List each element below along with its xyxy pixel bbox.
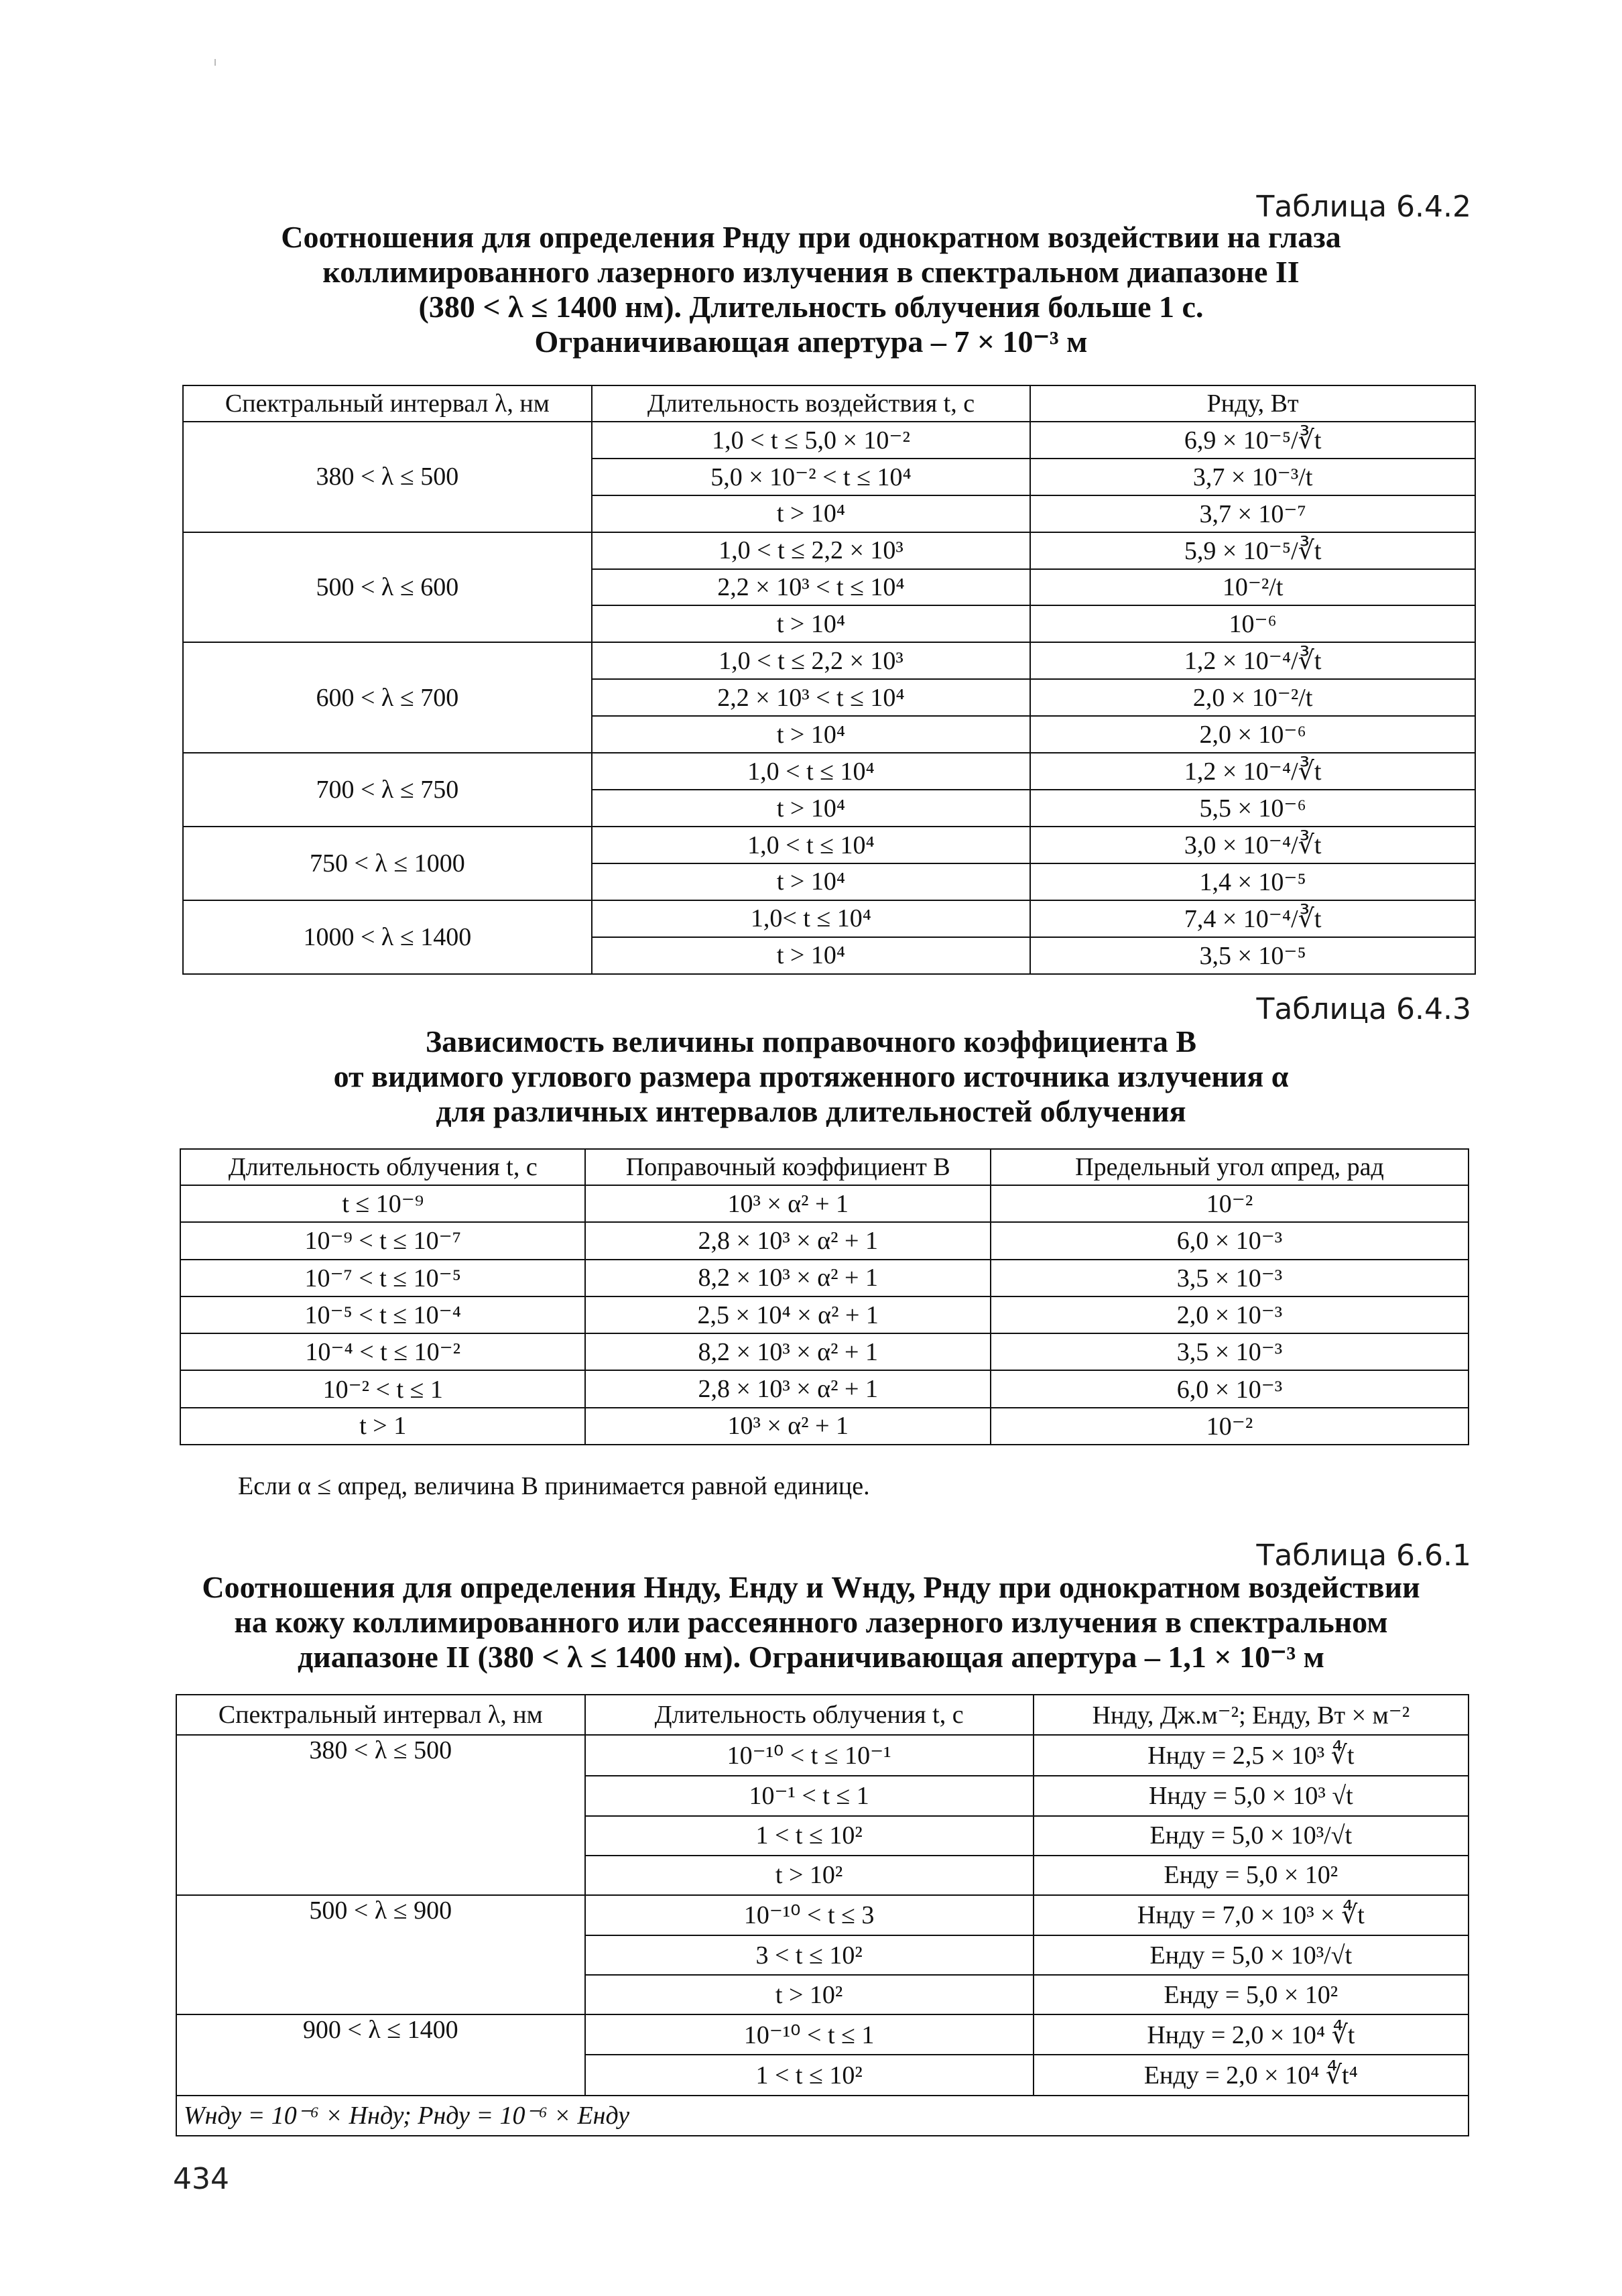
- limit-angle-cell: 3,5 × 10⁻³: [991, 1333, 1469, 1370]
- spectral-range-cell: 1000 < λ ≤ 1400: [183, 900, 592, 974]
- exposure-cell: Eнду = 5,0 × 10²: [1034, 1975, 1469, 2014]
- table2-title-line: Зависимость величины поправочного коэффициента B: [425, 1024, 1197, 1059]
- table-6-6-1: [176, 1694, 1469, 2136]
- table3-label: Таблица 6.6.1: [1256, 1538, 1471, 1573]
- limit-angle-cell: 2,0 × 10⁻³: [991, 1296, 1469, 1333]
- power-cell: 3,0 × 10⁻⁴/∛t: [1030, 827, 1475, 863]
- duration-cell: t > 10⁴: [592, 790, 1031, 827]
- table-row: [180, 1185, 1469, 1222]
- column-header: Спектральный интервал λ, нм: [183, 385, 592, 422]
- duration-cell: 10⁻¹⁰ < t ≤ 10⁻¹: [585, 1735, 1034, 1775]
- table-row: [180, 1370, 1469, 1407]
- duration-cell: t > 10⁴: [592, 863, 1031, 900]
- exposure-cell: Eнду = 5,0 × 10³/√t: [1034, 1935, 1469, 1975]
- power-cell: 7,4 × 10⁻⁴/∛t: [1030, 900, 1475, 937]
- power-cell: 1,2 × 10⁻⁴/∛t: [1030, 753, 1475, 790]
- duration-cell: t ≤ 10⁻⁹: [180, 1185, 585, 1222]
- header-row: [180, 1149, 1469, 1185]
- spectral-range-cell: 500 < λ ≤ 900: [176, 1895, 585, 2014]
- table-row: [183, 827, 1475, 863]
- column-header: Hнду, Дж.м⁻²; Eнду, Вт × м⁻²: [1034, 1695, 1469, 1735]
- duration-cell: 2,2 × 10³ < t ≤ 10⁴: [592, 679, 1031, 716]
- limit-angle-cell: 10⁻²: [991, 1408, 1469, 1445]
- table3-title-line: Соотношения для определения Hнду, Eнду и Wнду, Pнду при однократном воздействии: [202, 1570, 1420, 1604]
- duration-cell: 1 < t ≤ 10²: [585, 2055, 1034, 2095]
- spectral-range-cell: 380 < λ ≤ 500: [183, 422, 592, 532]
- table-row: [180, 1333, 1469, 1370]
- column-header: Поправочный коэффициент B: [585, 1149, 991, 1185]
- coefficient-cell: 2,5 × 10⁴ × α² + 1: [585, 1296, 991, 1333]
- footer-row: [176, 2096, 1469, 2136]
- duration-cell: 10⁻¹⁰ < t ≤ 3: [585, 1895, 1034, 1935]
- duration-cell: t > 10⁴: [592, 605, 1031, 642]
- duration-cell: 3 < t ≤ 10²: [585, 1935, 1034, 1975]
- table-row: [183, 642, 1475, 679]
- table2-label: Таблица 6.4.3: [1256, 992, 1471, 1026]
- table-row: [183, 753, 1475, 790]
- coefficient-cell: 10³ × α² + 1: [585, 1185, 991, 1222]
- duration-cell: 1,0 < t ≤ 2,2 × 10³: [592, 532, 1031, 569]
- coefficient-cell: 10³ × α² + 1: [585, 1408, 991, 1445]
- table2-title: [0, 1024, 1622, 1129]
- duration-cell: 1,0< t ≤ 10⁴: [592, 900, 1031, 937]
- column-header: Pнду, Вт: [1030, 385, 1475, 422]
- power-cell: 2,0 × 10⁻²/t: [1030, 679, 1475, 716]
- power-cell: 10⁻⁶: [1030, 605, 1475, 642]
- table1-title-line: коллимированного лазерного излучения в спектральном диапазоне II: [322, 255, 1300, 289]
- table1-title: [0, 220, 1622, 359]
- table-row: [180, 1296, 1469, 1333]
- table-row: [176, 2014, 1469, 2055]
- duration-cell: 10⁻⁴ < t ≤ 10⁻²: [180, 1333, 585, 1370]
- power-cell: 1,2 × 10⁻⁴/∛t: [1030, 642, 1475, 679]
- table-row: [176, 1895, 1469, 1935]
- column-header: Предельный угол αпред, рад: [991, 1149, 1469, 1185]
- column-header: Длительность облучения t, с: [585, 1695, 1034, 1735]
- exposure-cell: Eнду = 2,0 × 10⁴ ∜t⁴: [1034, 2055, 1469, 2095]
- page-number: 434: [173, 2162, 229, 2196]
- limit-angle-cell: 6,0 × 10⁻³: [991, 1370, 1469, 1407]
- table1-title-line: Ограничивающая апертура – 7 × 10⁻³ м: [534, 324, 1088, 359]
- duration-cell: 10⁻¹⁰ < t ≤ 1: [585, 2014, 1034, 2055]
- table1-title-line: (380 < λ ≤ 1400 нм). Длительность облучения больше 1 с.: [418, 290, 1204, 324]
- table2-title-line: для различных интервалов длительностей облучения: [436, 1094, 1186, 1128]
- table1-title-line: Соотношения для определения Pнду при однократном воздействии на глаза: [281, 220, 1341, 254]
- duration-cell: t > 10²: [585, 1975, 1034, 2014]
- scan-mark: [214, 59, 216, 66]
- spectral-range-cell: 900 < λ ≤ 1400: [176, 2014, 585, 2096]
- power-cell: 3,7 × 10⁻³/t: [1030, 459, 1475, 495]
- duration-cell: 2,2 × 10³ < t ≤ 10⁴: [592, 569, 1031, 606]
- coefficient-cell: 2,8 × 10³ × α² + 1: [585, 1370, 991, 1407]
- duration-cell: 5,0 × 10⁻² < t ≤ 10⁴: [592, 459, 1031, 495]
- power-cell: 10⁻²/t: [1030, 569, 1475, 606]
- limit-angle-cell: 10⁻²: [991, 1185, 1469, 1222]
- table1-label: Таблица 6.4.2: [1256, 190, 1471, 224]
- table3-title-line: на кожу коллимированного или рассеянного лазерного излучения в спектральном: [234, 1605, 1388, 1639]
- spectral-range-cell: 750 < λ ≤ 1000: [183, 827, 592, 900]
- duration-cell: 1,0 < t ≤ 5,0 × 10⁻²: [592, 422, 1031, 459]
- table-6-4-2: [182, 385, 1476, 975]
- header-row: [183, 385, 1475, 422]
- table-row: [183, 900, 1475, 937]
- coefficient-cell: 8,2 × 10³ × α² + 1: [585, 1260, 991, 1296]
- duration-cell: t > 1: [180, 1408, 585, 1445]
- spectral-range-cell: 700 < λ ≤ 750: [183, 753, 592, 827]
- duration-cell: 10⁻² < t ≤ 1: [180, 1370, 585, 1407]
- table3-title: [0, 1570, 1622, 1675]
- table-row: [180, 1222, 1469, 1259]
- duration-cell: t > 10⁴: [592, 495, 1031, 532]
- limit-angle-cell: 6,0 × 10⁻³: [991, 1222, 1469, 1259]
- exposure-cell: Hнду = 5,0 × 10³ √t: [1034, 1776, 1469, 1816]
- table-row: [183, 532, 1475, 569]
- duration-cell: 10⁻¹ < t ≤ 1: [585, 1776, 1034, 1816]
- duration-cell: t > 10²: [585, 1856, 1034, 1895]
- exposure-cell: Hнду = 2,5 × 10³ ∜t: [1034, 1735, 1469, 1775]
- coefficient-cell: 8,2 × 10³ × α² + 1: [585, 1333, 991, 1370]
- exposure-cell: Eнду = 5,0 × 10²: [1034, 1856, 1469, 1895]
- duration-cell: t > 10⁴: [592, 716, 1031, 753]
- spectral-range-cell: 500 < λ ≤ 600: [183, 532, 592, 643]
- formula-footer: Wнду = 10⁻⁶ × Hнду; Pнду = 10⁻⁶ × Eнду: [176, 2096, 1469, 2136]
- duration-cell: 1,0 < t ≤ 10⁴: [592, 827, 1031, 863]
- power-cell: 2,0 × 10⁻⁶: [1030, 716, 1475, 753]
- table-row: [183, 422, 1475, 459]
- duration-cell: t > 10⁴: [592, 937, 1031, 974]
- duration-cell: 10⁻⁹ < t ≤ 10⁻⁷: [180, 1222, 585, 1259]
- power-cell: 5,5 × 10⁻⁶: [1030, 790, 1475, 827]
- table-row: [180, 1408, 1469, 1445]
- column-header: Длительность воздействия t, с: [592, 385, 1031, 422]
- duration-cell: 10⁻⁷ < t ≤ 10⁻⁵: [180, 1260, 585, 1296]
- limit-angle-cell: 3,5 × 10⁻³: [991, 1260, 1469, 1296]
- exposure-cell: Eнду = 5,0 × 10³/√t: [1034, 1816, 1469, 1856]
- spectral-range-cell: 380 < λ ≤ 500: [176, 1735, 585, 1895]
- column-header: Длительность облучения t, с: [180, 1149, 585, 1185]
- duration-cell: 1,0 < t ≤ 10⁴: [592, 753, 1031, 790]
- duration-cell: 1,0 < t ≤ 2,2 × 10³: [592, 642, 1031, 679]
- power-cell: 3,5 × 10⁻⁵: [1030, 937, 1475, 974]
- table2-title-line: от видимого углового размера протяженного источника излучения α: [333, 1059, 1289, 1093]
- duration-cell: 1 < t ≤ 10²: [585, 1816, 1034, 1856]
- table2-note: Если α ≤ αпред, величина B принимается равной единице.: [238, 1472, 870, 1500]
- exposure-cell: Hнду = 2,0 × 10⁴ ∜t: [1034, 2014, 1469, 2055]
- power-cell: 1,4 × 10⁻⁵: [1030, 863, 1475, 900]
- duration-cell: 10⁻⁵ < t ≤ 10⁻⁴: [180, 1296, 585, 1333]
- table3-title-line: диапазоне II (380 < λ ≤ 1400 нм). Ограничивающая апертура – 1,1 × 10⁻³ м: [297, 1640, 1325, 1674]
- coefficient-cell: 2,8 × 10³ × α² + 1: [585, 1222, 991, 1259]
- spectral-range-cell: 600 < λ ≤ 700: [183, 642, 592, 753]
- power-cell: 5,9 × 10⁻⁵/∛t: [1030, 532, 1475, 569]
- table-row: [176, 1735, 1469, 1775]
- power-cell: 3,7 × 10⁻⁷: [1030, 495, 1475, 532]
- header-row: [176, 1695, 1469, 1735]
- table-6-4-3: [180, 1148, 1469, 1445]
- exposure-cell: Hнду = 7,0 × 10³ × ∜t: [1034, 1895, 1469, 1935]
- power-cell: 6,9 × 10⁻⁵/∛t: [1030, 422, 1475, 459]
- column-header: Спектральный интервал λ, нм: [176, 1695, 585, 1735]
- table-row: [180, 1260, 1469, 1296]
